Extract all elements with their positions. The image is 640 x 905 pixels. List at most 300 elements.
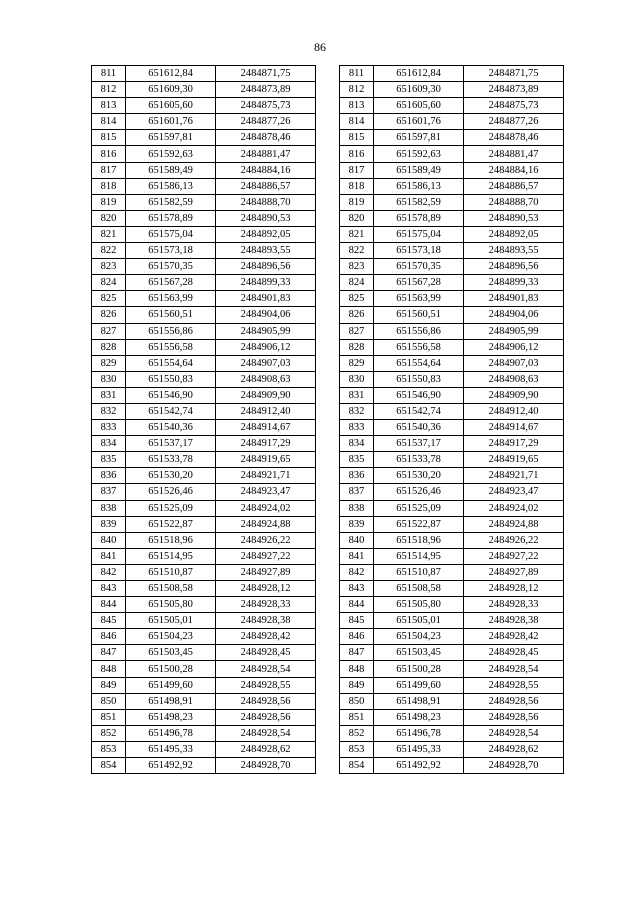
point-number-cell: 835: [340, 452, 374, 468]
y-coordinate-cell: 2484904,06: [464, 307, 564, 323]
y-coordinate-cell: 2484923,47: [464, 484, 564, 500]
table-row: [92, 194, 316, 210]
point-number-cell: 846: [92, 629, 126, 645]
table-row: [340, 758, 564, 774]
table-row: [92, 243, 316, 259]
table-row: [92, 758, 316, 774]
x-coordinate-cell: 651526,46: [126, 484, 216, 500]
x-coordinate-cell: 651556,58: [374, 339, 464, 355]
point-number-cell: 827: [340, 323, 374, 339]
coordinates-table-left: [91, 65, 316, 774]
x-coordinate-cell: 651586,13: [374, 178, 464, 194]
point-number-cell: 844: [92, 597, 126, 613]
y-coordinate-cell: 2484928,42: [216, 629, 316, 645]
point-number-cell: 825: [340, 291, 374, 307]
point-number-cell: 841: [92, 548, 126, 564]
y-coordinate-cell: 2484899,33: [216, 275, 316, 291]
point-number-cell: 812: [92, 82, 126, 98]
table-row: [340, 693, 564, 709]
y-coordinate-cell: 2484921,71: [216, 468, 316, 484]
table-row: [92, 178, 316, 194]
y-coordinate-cell: 2484873,89: [216, 82, 316, 98]
point-number-cell: 811: [92, 66, 126, 82]
x-coordinate-cell: 651573,18: [126, 243, 216, 259]
point-number-cell: 849: [92, 677, 126, 693]
y-coordinate-cell: 2484896,56: [216, 259, 316, 275]
table-row: [92, 114, 316, 130]
table-row: [92, 355, 316, 371]
x-coordinate-cell: 651499,60: [126, 677, 216, 693]
table-row: [340, 613, 564, 629]
point-number-cell: 820: [92, 210, 126, 226]
x-coordinate-cell: 651597,81: [374, 130, 464, 146]
y-coordinate-cell: 2484924,88: [216, 516, 316, 532]
x-coordinate-cell: 651505,01: [126, 613, 216, 629]
table-row: [92, 82, 316, 98]
y-coordinate-cell: 2484888,70: [216, 194, 316, 210]
table-row: [340, 178, 564, 194]
y-coordinate-cell: 2484928,33: [216, 597, 316, 613]
table-row: [340, 82, 564, 98]
point-number-cell: 817: [340, 162, 374, 178]
table-row: [92, 275, 316, 291]
x-coordinate-cell: 651546,90: [126, 387, 216, 403]
x-coordinate-cell: 651563,99: [374, 291, 464, 307]
y-coordinate-cell: 2484928,45: [216, 645, 316, 661]
x-coordinate-cell: 651522,87: [126, 516, 216, 532]
table-row: [92, 146, 316, 162]
x-coordinate-cell: 651508,58: [126, 581, 216, 597]
table-row: [92, 548, 316, 564]
table-row: [340, 130, 564, 146]
x-coordinate-cell: 651500,28: [126, 661, 216, 677]
table-row: [340, 307, 564, 323]
table-row: [92, 597, 316, 613]
table-row: [340, 548, 564, 564]
y-coordinate-cell: 2484886,57: [216, 178, 316, 194]
table-row: [340, 500, 564, 516]
point-number-cell: 843: [92, 581, 126, 597]
y-coordinate-cell: 2484886,57: [464, 178, 564, 194]
table-row: [340, 210, 564, 226]
table-row: [340, 371, 564, 387]
table-row: [92, 371, 316, 387]
table-row: [92, 564, 316, 580]
table-row: [340, 66, 564, 82]
y-coordinate-cell: 2484907,03: [464, 355, 564, 371]
point-number-cell: 835: [92, 452, 126, 468]
point-number-cell: 837: [92, 484, 126, 500]
x-coordinate-cell: 651592,63: [126, 146, 216, 162]
point-number-cell: 848: [92, 661, 126, 677]
y-coordinate-cell: 2484914,67: [216, 420, 316, 436]
table-row: [340, 243, 564, 259]
y-coordinate-cell: 2484928,54: [216, 725, 316, 741]
point-number-cell: 831: [92, 387, 126, 403]
x-coordinate-cell: 651504,23: [126, 629, 216, 645]
page-number: 86: [314, 40, 326, 54]
y-coordinate-cell: 2484928,45: [464, 645, 564, 661]
x-coordinate-cell: 651514,95: [374, 548, 464, 564]
y-coordinate-cell: 2484884,16: [464, 162, 564, 178]
point-number-cell: 828: [92, 339, 126, 355]
point-number-cell: 813: [92, 98, 126, 114]
y-coordinate-cell: 2484904,06: [216, 307, 316, 323]
y-coordinate-cell: 2484924,02: [216, 500, 316, 516]
point-number-cell: 826: [340, 307, 374, 323]
y-coordinate-cell: 2484873,89: [464, 82, 564, 98]
table-row: [340, 323, 564, 339]
x-coordinate-cell: 651537,17: [126, 436, 216, 452]
table-row: [92, 500, 316, 516]
point-number-cell: 826: [92, 307, 126, 323]
x-coordinate-cell: 651575,04: [126, 226, 216, 242]
y-coordinate-cell: 2484907,03: [216, 355, 316, 371]
x-coordinate-cell: 651505,01: [374, 613, 464, 629]
y-coordinate-cell: 2484928,38: [216, 613, 316, 629]
table-row: [340, 114, 564, 130]
y-coordinate-cell: 2484927,89: [216, 564, 316, 580]
point-number-cell: 843: [340, 581, 374, 597]
x-coordinate-cell: 651510,87: [126, 564, 216, 580]
table-row: [92, 323, 316, 339]
point-number-cell: 838: [340, 500, 374, 516]
y-coordinate-cell: 2484914,67: [464, 420, 564, 436]
point-number-cell: 840: [340, 532, 374, 548]
x-coordinate-cell: 651518,96: [126, 532, 216, 548]
x-coordinate-cell: 651504,23: [374, 629, 464, 645]
point-number-cell: 854: [92, 758, 126, 774]
point-number-cell: 815: [92, 130, 126, 146]
x-coordinate-cell: 651556,86: [374, 323, 464, 339]
table-row: [92, 339, 316, 355]
point-number-cell: 817: [92, 162, 126, 178]
x-coordinate-cell: 651537,17: [374, 436, 464, 452]
point-number-cell: 836: [340, 468, 374, 484]
table-row: [340, 226, 564, 242]
point-number-cell: 836: [92, 468, 126, 484]
point-number-cell: 815: [340, 130, 374, 146]
y-coordinate-cell: 2484909,90: [216, 387, 316, 403]
y-coordinate-cell: 2484927,89: [464, 564, 564, 580]
x-coordinate-cell: 651522,87: [374, 516, 464, 532]
point-number-cell: 825: [92, 291, 126, 307]
y-coordinate-cell: 2484924,02: [464, 500, 564, 516]
y-coordinate-cell: 2484881,47: [216, 146, 316, 162]
y-coordinate-cell: 2484905,99: [464, 323, 564, 339]
x-coordinate-cell: 651597,81: [126, 130, 216, 146]
x-coordinate-cell: 651575,04: [374, 226, 464, 242]
x-coordinate-cell: 651609,30: [126, 82, 216, 98]
table-row: [340, 194, 564, 210]
table-row: [340, 403, 564, 419]
table-row: [340, 468, 564, 484]
table-row: [340, 452, 564, 468]
table-row: [92, 484, 316, 500]
point-number-cell: 830: [340, 371, 374, 387]
y-coordinate-cell: 2484878,46: [216, 130, 316, 146]
y-coordinate-cell: 2484890,53: [216, 210, 316, 226]
point-number-cell: 850: [340, 693, 374, 709]
table-body-left: [92, 66, 316, 774]
point-number-cell: 837: [340, 484, 374, 500]
point-number-cell: 814: [92, 114, 126, 130]
y-coordinate-cell: 2484899,33: [464, 275, 564, 291]
table-row: [340, 709, 564, 725]
point-number-cell: 846: [340, 629, 374, 645]
x-coordinate-cell: 651533,78: [374, 452, 464, 468]
y-coordinate-cell: 2484893,55: [216, 243, 316, 259]
point-number-cell: 833: [92, 420, 126, 436]
table-row: [340, 597, 564, 613]
point-number-cell: 814: [340, 114, 374, 130]
table-row: [340, 162, 564, 178]
x-coordinate-cell: 651505,80: [126, 597, 216, 613]
table-row: [340, 629, 564, 645]
x-coordinate-cell: 651605,60: [374, 98, 464, 114]
y-coordinate-cell: 2484919,65: [216, 452, 316, 468]
x-coordinate-cell: 651514,95: [126, 548, 216, 564]
point-number-cell: 850: [92, 693, 126, 709]
table-row: [92, 162, 316, 178]
point-number-cell: 819: [92, 194, 126, 210]
x-coordinate-cell: 651499,60: [374, 677, 464, 693]
y-coordinate-cell: 2484893,55: [464, 243, 564, 259]
y-coordinate-cell: 2484926,22: [464, 532, 564, 548]
point-number-cell: 828: [340, 339, 374, 355]
x-coordinate-cell: 651542,74: [126, 403, 216, 419]
x-coordinate-cell: 651589,49: [126, 162, 216, 178]
table-row: [92, 741, 316, 757]
table-row: [340, 146, 564, 162]
point-number-cell: 853: [92, 741, 126, 757]
point-number-cell: 842: [340, 564, 374, 580]
y-coordinate-cell: 2484927,22: [464, 548, 564, 564]
x-coordinate-cell: 651503,45: [374, 645, 464, 661]
point-number-cell: 851: [340, 709, 374, 725]
y-coordinate-cell: 2484928,12: [464, 581, 564, 597]
x-coordinate-cell: 651503,45: [126, 645, 216, 661]
point-number-cell: 821: [92, 226, 126, 242]
point-number-cell: 812: [340, 82, 374, 98]
x-coordinate-cell: 651498,91: [374, 693, 464, 709]
table-row: [340, 98, 564, 114]
x-coordinate-cell: 651567,28: [374, 275, 464, 291]
y-coordinate-cell: 2484928,38: [464, 613, 564, 629]
x-coordinate-cell: 651573,18: [374, 243, 464, 259]
point-number-cell: 845: [92, 613, 126, 629]
y-coordinate-cell: 2484908,63: [464, 371, 564, 387]
point-number-cell: 818: [340, 178, 374, 194]
table-row: [92, 645, 316, 661]
point-number-cell: 831: [340, 387, 374, 403]
point-number-cell: 824: [92, 275, 126, 291]
table-row: [92, 130, 316, 146]
x-coordinate-cell: 651589,49: [374, 162, 464, 178]
table-row: [92, 661, 316, 677]
x-coordinate-cell: 651498,23: [126, 709, 216, 725]
y-coordinate-cell: 2484906,12: [216, 339, 316, 355]
x-coordinate-cell: 651582,59: [126, 194, 216, 210]
x-coordinate-cell: 651526,46: [374, 484, 464, 500]
x-coordinate-cell: 651530,20: [374, 468, 464, 484]
x-coordinate-cell: 651495,33: [126, 741, 216, 757]
point-number-cell: 845: [340, 613, 374, 629]
x-coordinate-cell: 651578,89: [126, 210, 216, 226]
y-coordinate-cell: 2484917,29: [216, 436, 316, 452]
x-coordinate-cell: 651495,33: [374, 741, 464, 757]
y-coordinate-cell: 2484928,55: [464, 677, 564, 693]
table-row: [92, 581, 316, 597]
x-coordinate-cell: 651508,58: [374, 581, 464, 597]
point-number-cell: 829: [92, 355, 126, 371]
point-number-cell: 822: [340, 243, 374, 259]
x-coordinate-cell: 651498,91: [126, 693, 216, 709]
table-row: [340, 275, 564, 291]
point-number-cell: 849: [340, 677, 374, 693]
x-coordinate-cell: 651556,58: [126, 339, 216, 355]
y-coordinate-cell: 2484928,55: [216, 677, 316, 693]
point-number-cell: 821: [340, 226, 374, 242]
y-coordinate-cell: 2484909,90: [464, 387, 564, 403]
y-coordinate-cell: 2484905,99: [216, 323, 316, 339]
x-coordinate-cell: 651586,13: [126, 178, 216, 194]
x-coordinate-cell: 651550,83: [374, 371, 464, 387]
x-coordinate-cell: 651592,63: [374, 146, 464, 162]
table-row: [92, 436, 316, 452]
y-coordinate-cell: 2484928,56: [464, 709, 564, 725]
y-coordinate-cell: 2484877,26: [216, 114, 316, 130]
y-coordinate-cell: 2484921,71: [464, 468, 564, 484]
point-number-cell: 811: [340, 66, 374, 82]
y-coordinate-cell: 2484892,05: [464, 226, 564, 242]
table-row: [340, 532, 564, 548]
x-coordinate-cell: 651530,20: [126, 468, 216, 484]
table-row: [92, 259, 316, 275]
point-number-cell: 839: [92, 516, 126, 532]
y-coordinate-cell: 2484875,73: [216, 98, 316, 114]
point-number-cell: 853: [340, 741, 374, 757]
point-number-cell: 830: [92, 371, 126, 387]
x-coordinate-cell: 651505,80: [374, 597, 464, 613]
y-coordinate-cell: 2484924,88: [464, 516, 564, 532]
point-number-cell: 848: [340, 661, 374, 677]
table-row: [92, 387, 316, 403]
point-number-cell: 852: [340, 725, 374, 741]
x-coordinate-cell: 651560,51: [374, 307, 464, 323]
y-coordinate-cell: 2484919,65: [464, 452, 564, 468]
table-row: [340, 645, 564, 661]
y-coordinate-cell: 2484928,56: [464, 693, 564, 709]
x-coordinate-cell: 651560,51: [126, 307, 216, 323]
point-number-cell: 833: [340, 420, 374, 436]
point-number-cell: 822: [92, 243, 126, 259]
y-coordinate-cell: 2484928,54: [464, 661, 564, 677]
y-coordinate-cell: 2484928,62: [216, 741, 316, 757]
x-coordinate-cell: 651554,64: [374, 355, 464, 371]
x-coordinate-cell: 651612,84: [126, 66, 216, 82]
x-coordinate-cell: 651500,28: [374, 661, 464, 677]
y-coordinate-cell: 2484871,75: [464, 66, 564, 82]
point-number-cell: 852: [92, 725, 126, 741]
y-coordinate-cell: 2484917,29: [464, 436, 564, 452]
coordinates-table-right: [339, 65, 564, 774]
y-coordinate-cell: 2484912,40: [216, 403, 316, 419]
x-coordinate-cell: 651533,78: [126, 452, 216, 468]
point-number-cell: 816: [340, 146, 374, 162]
point-number-cell: 832: [340, 403, 374, 419]
x-coordinate-cell: 651496,78: [374, 725, 464, 741]
table-body-right: [340, 66, 564, 774]
x-coordinate-cell: 651510,87: [374, 564, 464, 580]
point-number-cell: 819: [340, 194, 374, 210]
table-row: [340, 661, 564, 677]
table-row: [92, 468, 316, 484]
x-coordinate-cell: 651546,90: [374, 387, 464, 403]
x-coordinate-cell: 651612,84: [374, 66, 464, 82]
x-coordinate-cell: 651563,99: [126, 291, 216, 307]
table-row: [340, 259, 564, 275]
table-row: [340, 420, 564, 436]
x-coordinate-cell: 651605,60: [126, 98, 216, 114]
point-number-cell: 838: [92, 500, 126, 516]
table-row: [92, 291, 316, 307]
point-number-cell: 841: [340, 548, 374, 564]
y-coordinate-cell: 2484877,26: [464, 114, 564, 130]
x-coordinate-cell: 651609,30: [374, 82, 464, 98]
point-number-cell: 820: [340, 210, 374, 226]
table-row: [340, 387, 564, 403]
y-coordinate-cell: 2484927,22: [216, 548, 316, 564]
y-coordinate-cell: 2484871,75: [216, 66, 316, 82]
x-coordinate-cell: 651498,23: [374, 709, 464, 725]
table-row: [92, 98, 316, 114]
y-coordinate-cell: 2484928,62: [464, 741, 564, 757]
point-number-cell: 827: [92, 323, 126, 339]
table-row: [340, 484, 564, 500]
y-coordinate-cell: 2484890,53: [464, 210, 564, 226]
table-row: [92, 403, 316, 419]
y-coordinate-cell: 2484875,73: [464, 98, 564, 114]
table-row: [92, 725, 316, 741]
x-coordinate-cell: 651567,28: [126, 275, 216, 291]
table-row: [92, 677, 316, 693]
y-coordinate-cell: 2484923,47: [216, 484, 316, 500]
y-coordinate-cell: 2484928,70: [216, 758, 316, 774]
y-coordinate-cell: 2484912,40: [464, 403, 564, 419]
table-row: [340, 677, 564, 693]
point-number-cell: 818: [92, 178, 126, 194]
table-row: [340, 581, 564, 597]
point-number-cell: 854: [340, 758, 374, 774]
point-number-cell: 823: [92, 259, 126, 275]
x-coordinate-cell: 651540,36: [126, 420, 216, 436]
table-row: [92, 629, 316, 645]
table-row: [340, 725, 564, 741]
x-coordinate-cell: 651496,78: [126, 725, 216, 741]
table-row: [92, 452, 316, 468]
y-coordinate-cell: 2484928,12: [216, 581, 316, 597]
y-coordinate-cell: 2484928,56: [216, 693, 316, 709]
x-coordinate-cell: 651542,74: [374, 403, 464, 419]
table-row: [340, 516, 564, 532]
point-number-cell: 834: [340, 436, 374, 452]
x-coordinate-cell: 651525,09: [126, 500, 216, 516]
point-number-cell: 824: [340, 275, 374, 291]
point-number-cell: 829: [340, 355, 374, 371]
table-row: [92, 516, 316, 532]
point-number-cell: 823: [340, 259, 374, 275]
